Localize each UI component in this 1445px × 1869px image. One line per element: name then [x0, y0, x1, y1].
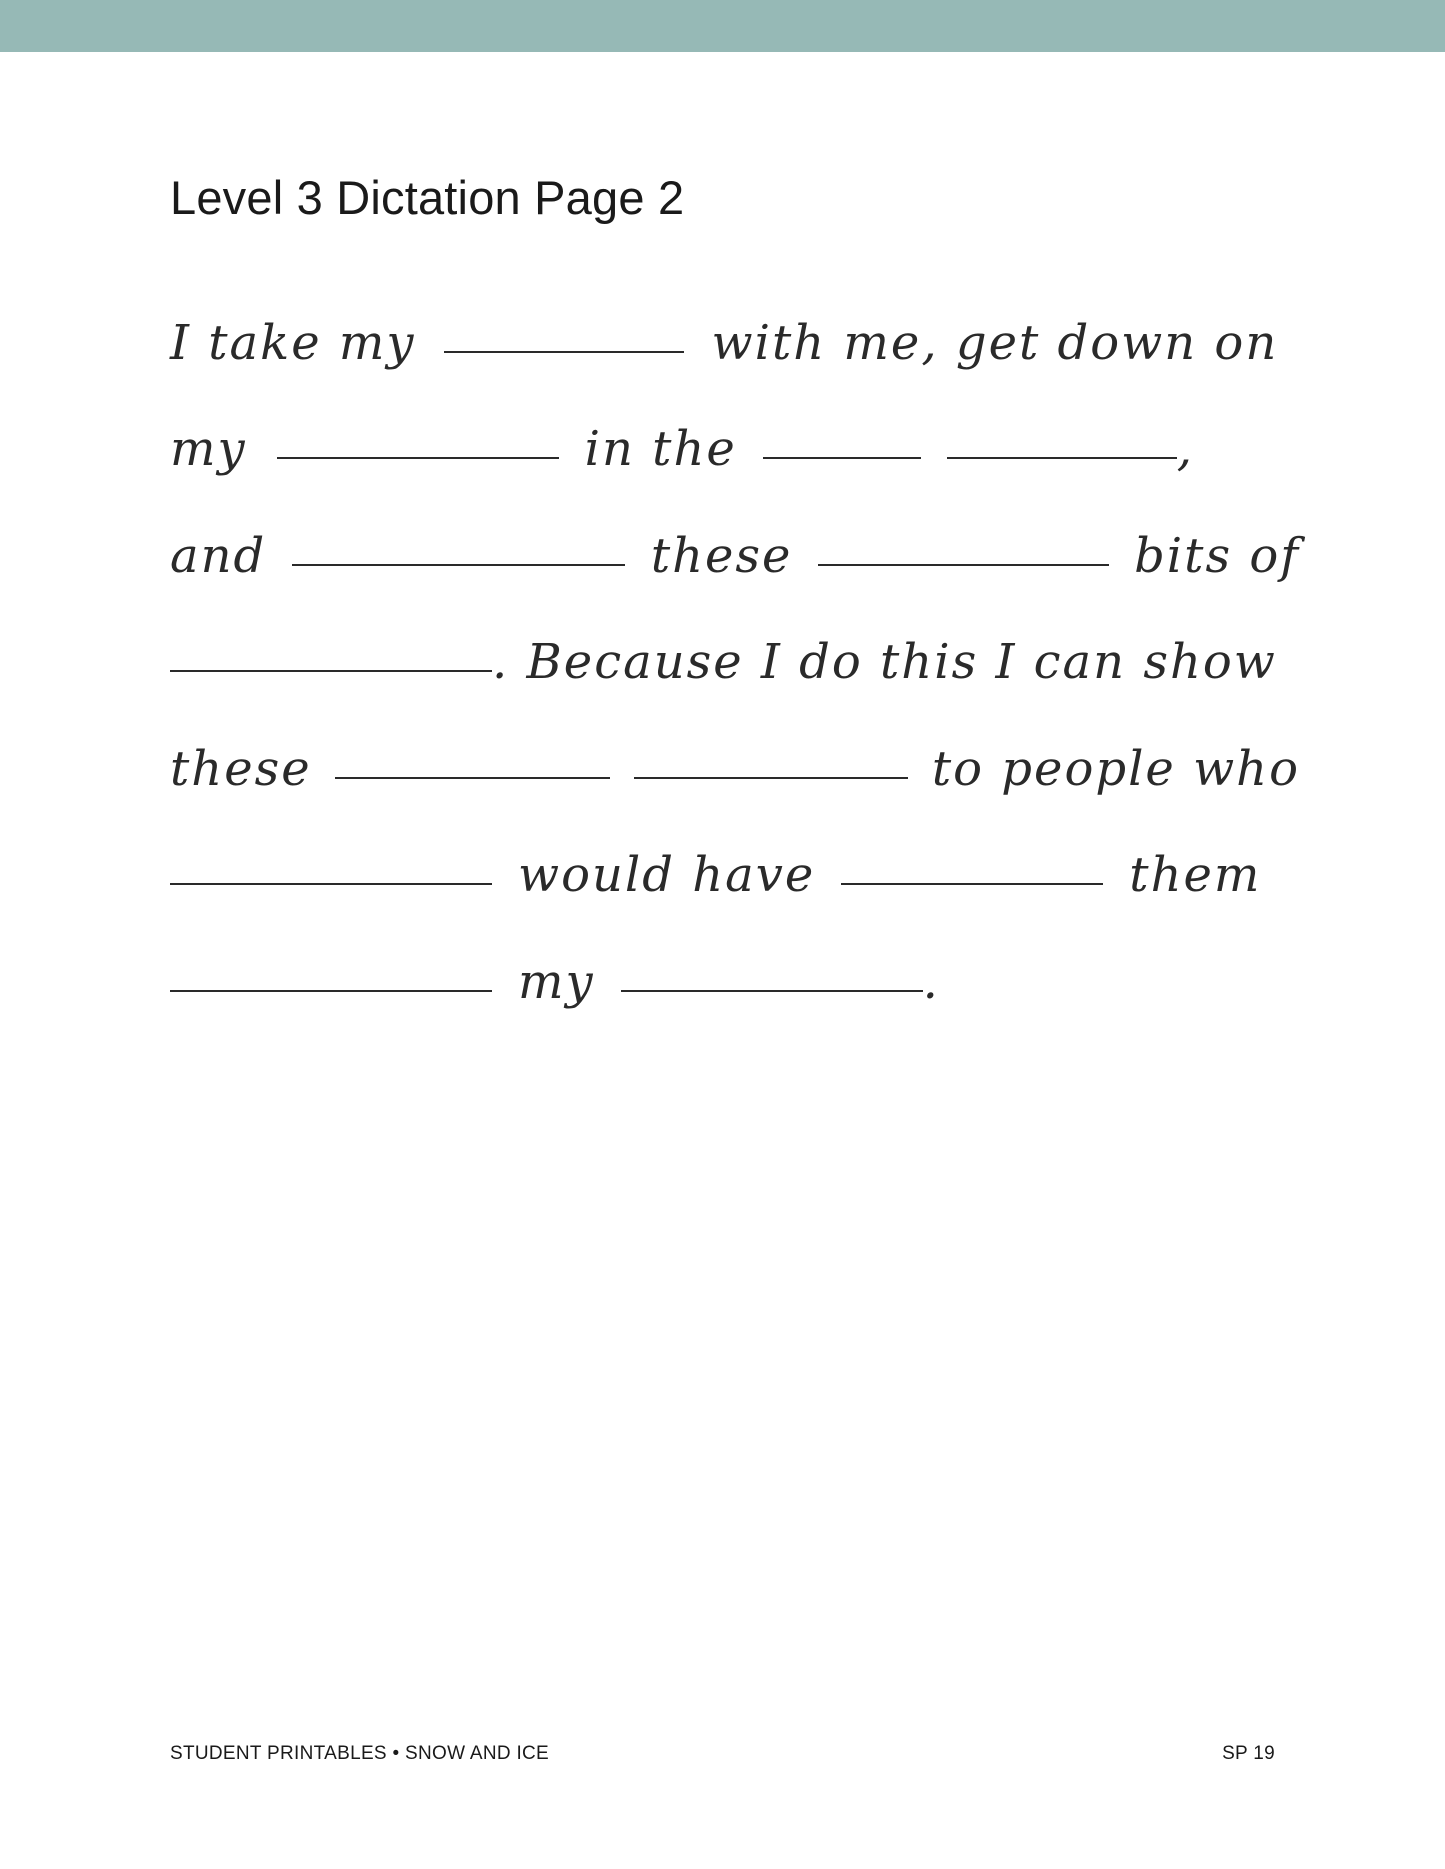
cursive-text: bits of: [1134, 527, 1300, 584]
dictation-line-7: [170, 909, 1300, 1016]
fill-in-blank[interactable]: [444, 351, 684, 353]
dictation-line-6: [170, 803, 1300, 910]
fill-in-blank[interactable]: [841, 883, 1103, 885]
cursive-text: would have: [518, 847, 816, 903]
dictation-line-3: [170, 483, 1300, 590]
cursive-text: in the: [584, 421, 737, 477]
cursive-text: to people who: [931, 740, 1300, 797]
dictation-line-5: [170, 696, 1300, 803]
footer-page-number: SP 19: [1222, 1743, 1275, 1764]
fill-in-blank[interactable]: [763, 457, 921, 459]
fill-in-blank[interactable]: [947, 457, 1177, 459]
fill-in-blank[interactable]: [170, 883, 492, 885]
fill-in-blank[interactable]: [277, 457, 559, 459]
fill-in-blank[interactable]: [170, 990, 492, 992]
fill-in-blank[interactable]: [335, 777, 610, 779]
cursive-text: my: [170, 421, 247, 477]
dictation-passage: [170, 270, 1300, 1016]
top-color-band: [0, 0, 1445, 52]
cursive-text: them: [1129, 847, 1262, 903]
fill-in-blank[interactable]: [292, 564, 626, 566]
fill-in-blank[interactable]: [818, 564, 1109, 566]
cursive-text: ,: [1176, 421, 1195, 477]
fill-in-blank[interactable]: [170, 670, 492, 672]
fill-in-blank[interactable]: [634, 777, 909, 779]
fill-in-blank[interactable]: [621, 990, 923, 992]
footer-section-label: STUDENT PRINTABLES • SNOW AND ICE: [170, 1743, 550, 1764]
cursive-text: I take my: [170, 314, 416, 371]
cursive-text: .: [922, 953, 940, 1010]
cursive-text: . Because I do this I can show: [492, 634, 1277, 690]
cursive-text: these: [170, 740, 312, 797]
page-title: Level 3 Dictation Page 2: [170, 171, 685, 224]
cursive-text: and: [170, 527, 267, 584]
dictation-line-1: [170, 270, 1300, 377]
cursive-text: my: [518, 953, 595, 1010]
dictation-line-2: [170, 377, 1300, 484]
cursive-text: these: [650, 527, 793, 584]
dictation-line-4: [170, 590, 1300, 697]
cursive-text: with me, get down on: [711, 314, 1279, 371]
